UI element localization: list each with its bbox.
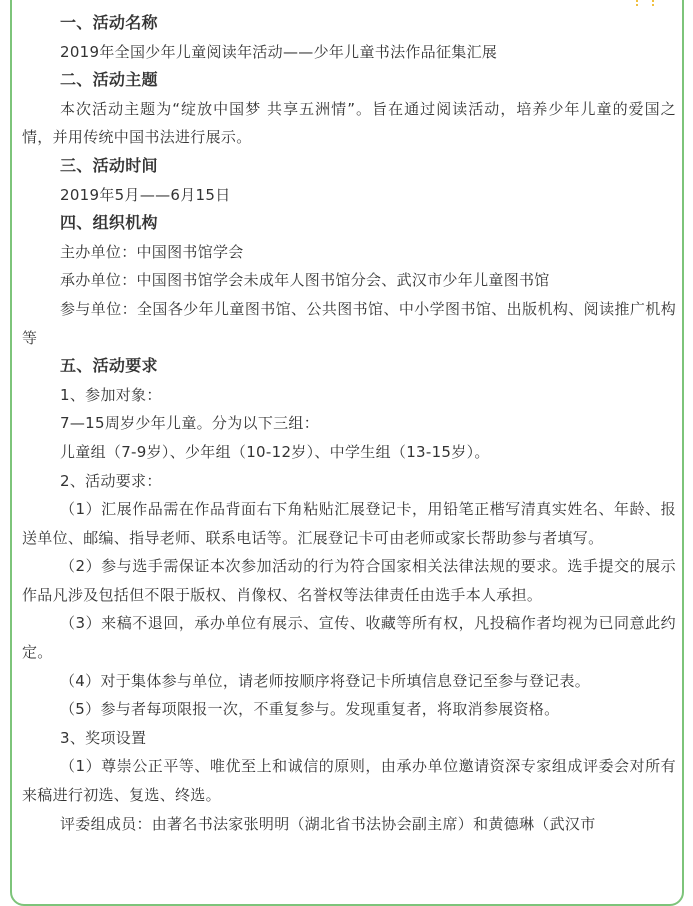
requirement-2-item-4: （4）对于集体参与单位，请老师按顺序将登记卡所填信息登记至参与登记表。 <box>60 671 591 690</box>
section-2-body: 本次活动主题为“绽放中国梦 共享五洲情”。旨在通过阅读活动，培养少年儿童的爱国之情，并用传统中国书法进行展示。 <box>22 99 676 147</box>
requirement-2-item-1: （1）汇展作品需在作品背面右下角粘贴汇展登记卡，用铅笔正楷写清真实姓名、年龄、报送单位、邮编、指导老师、联系电话等。汇展登记卡可由老师或家长帮助参与者填写。 <box>22 500 676 547</box>
requirement-2-item-5: （5）参与者每项限报一次，不重复参与。发现重复者，将取消参展资格。 <box>60 700 560 719</box>
host-unit: 主办单位：中国图书馆学会 <box>60 242 244 261</box>
requirement-3-item-1: （1）尊崇公正平等、唯优至上和诚信的原则，由承办单位邀请资深专家组成评委会对所有来稿进行初选、复选、终选。 <box>22 757 676 805</box>
requirement-1-age: 7—15周岁少年儿童。分为以下三组： <box>60 414 320 433</box>
requirement-2-item-3: （3）来稿不退回，承办单位有展示、宣传、收藏等所有权，凡投稿作者均视为已同意此约定。 <box>22 614 676 662</box>
decorative-dots <box>636 0 654 6</box>
requirement-3-title: 3、奖项设置 <box>60 728 147 747</box>
section-3-body: 2019年5月——6月15日 <box>60 185 231 204</box>
section-5-title: 五、活动要求 <box>60 356 158 376</box>
section-3-title: 三、活动时间 <box>60 155 158 175</box>
section-4-title: 四、组织机构 <box>60 213 158 233</box>
jury-members: 评委组成员：由著名书法家张明明（湖北省书法协会副主席）和黄德琳（武汉市 <box>60 814 596 833</box>
section-2-title: 二、活动主题 <box>60 70 158 90</box>
section-1-title: 一、活动名称 <box>60 13 158 32</box>
section-1-body: 2019年全国少年儿童阅读年活动——少年儿童书法作品征集汇展 <box>60 42 498 61</box>
requirement-1-groups: 儿童组（7-9岁）、少年组（10-12岁）、中学生组（13-15岁）。 <box>60 442 490 461</box>
requirement-1-title: 1、参加对象： <box>60 385 162 404</box>
document-body <box>22 9 676 838</box>
requirement-2-item-2: （2）参与选手需保证本次参加活动的行为符合国家相关法律法规的要求。选手提交的展示作品凡涉及包括但不限于版权、肖像权、名誉权等法律责任由选手本人承担。 <box>22 557 676 604</box>
organizer-unit: 承办单位：中国图书馆学会未成年人图书馆分会、武汉市少年儿童图书馆 <box>60 271 550 290</box>
requirement-2-title: 2、活动要求： <box>60 471 162 490</box>
participant-units: 参与单位：全国各少年儿童图书馆、公共图书馆、中小学图书馆、出版机构、阅读推广机构等 <box>22 299 676 347</box>
